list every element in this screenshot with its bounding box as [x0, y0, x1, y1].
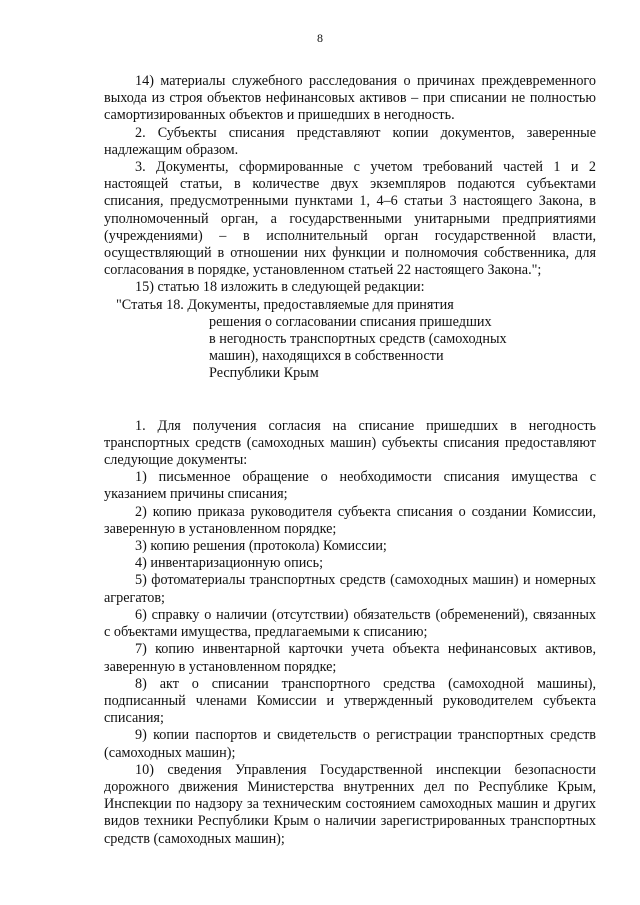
list-item: 9) копии паспортов и свидетельств о регистрации транспортных средств (самоходных машин);	[104, 727, 596, 761]
spacer	[104, 383, 596, 418]
article-heading-line: решения о согласовании списания пришедших	[209, 313, 492, 330]
article-heading-line: в негодность транспортных средств (самоходных	[209, 331, 507, 348]
paragraphs-after	[104, 418, 596, 848]
list-item: 10) сведения Управления Государственной инспекции безопасности дорожного движения Министерства внутренних дел по Республике Крым, Инспекции по надзору за техническим состоянием самоходных машин и других видов техники Республики Крым о наличии зарегистрированных транспортных средств (самоходных машин);	[104, 761, 596, 847]
part-3-paragraph: 3. Документы, сформированные с учетом требований частей 1 и 2 настоящей статьи, в количестве двух экземпляров подаются субъектами списания, предусмотренными пунктами 1, 4–6 статьи 3 настоящего Закона, в уполномоченный орган, а государственными унитарными предприятиями (учреждениями) – в исполнительный орган государственной власти, осуществляющий в отношении них функции и полномочия собственника, для согласования в порядке, установленном статьей 22 настоящего Закона.";	[104, 159, 596, 279]
article-heading-line: Республики Крым	[209, 365, 319, 382]
part-2-paragraph: 2. Субъекты списания представляют копии документов, заверенные надлежащим образом.	[104, 124, 596, 158]
article-heading-first-line: "Статья 18. Документы, предоставляемые для принятия	[116, 296, 454, 313]
list-item: 2) копию приказа руководителя субъекта списания о создании Комиссии, заверенную в установленном порядке;	[104, 503, 596, 537]
list-item: 7) копию инвентарной карточки учета объекта нефинансовых активов, заверенную в установленном порядке;	[104, 641, 596, 675]
list-item-14-paragraph: 14) материалы служебного расследования о причинах преждевременного выхода из строя объектов нефинансовых активов – при списании не полностью самортизированных объектов и пришедших в негодность.	[104, 73, 596, 124]
list-item: 1) письменное обращение о необходимости списания имущества с указанием причины списания;	[104, 469, 596, 503]
list-item: 4) инвентаризационную опись;	[135, 555, 324, 572]
list-item: 3) копию решения (протокола) Комиссии;	[135, 538, 387, 555]
paragraphs-before	[104, 73, 596, 297]
article-18-part-1-paragraph: 1. Для получения согласия на списание пришедших в негодность транспортных средств (самоходных машин) субъекты списания предоставляют следующие документы:	[104, 417, 596, 469]
list-item: 5) фотоматериалы транспортных средств (самоходных машин) и номерных агрегатов;	[104, 572, 596, 606]
list-item: 6) справку о наличии (отсутствии) обязательств (обременений), связанных с объектами имущества, предлагаемыми к списанию;	[104, 606, 596, 641]
article-heading-line: машин), находящихся в собственности	[209, 348, 444, 365]
page-number: 8	[317, 31, 323, 45]
article-18-heading	[104, 297, 596, 383]
list-item: 8) акт о списании транспортного средства (самоходной машины), подписанный членами Комиссии и утвержденный руководителем субъекта списания;	[104, 675, 596, 727]
amendment-15-paragraph: 15) статью 18 изложить в следующей редакции:	[135, 279, 425, 296]
document-body	[104, 73, 596, 848]
